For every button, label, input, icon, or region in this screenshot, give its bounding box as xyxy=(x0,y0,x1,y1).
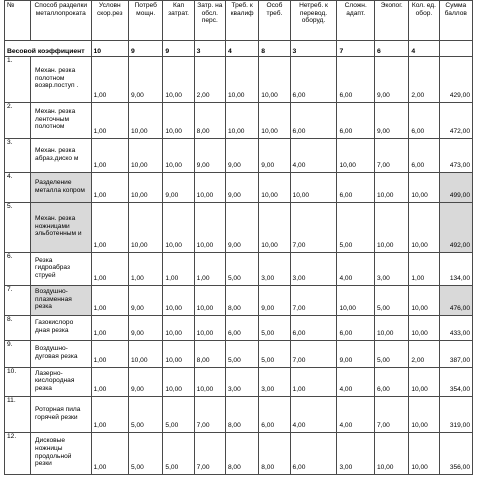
score-cell: 10,00 xyxy=(259,57,290,103)
score-cell: 8,00 xyxy=(259,433,290,475)
score-cell: 5,00 xyxy=(259,316,290,341)
score-cell: 2,00 xyxy=(194,57,225,103)
method-name: Разделение металла копром xyxy=(31,173,91,203)
score-cell: 4,00 xyxy=(337,397,375,433)
table-row xyxy=(5,286,473,316)
weight-value: 6 xyxy=(374,41,408,57)
score-cell: 1,00 xyxy=(91,316,129,341)
score-cell: 9,00 xyxy=(225,173,258,203)
table-row xyxy=(5,433,473,475)
table-row xyxy=(5,173,473,203)
score-cell: 1,00 xyxy=(91,253,129,286)
row-number: 6. xyxy=(5,253,31,286)
score-cell: 3,00 xyxy=(337,433,375,475)
score-cell: 10,00 xyxy=(259,203,290,253)
header-col-6: Особ треб. xyxy=(259,1,290,41)
row-number: 9. xyxy=(5,341,31,368)
header-col-1: Условн скор.рез xyxy=(91,1,129,41)
score-cell: 10,00 xyxy=(194,286,225,316)
score-cell: 10,00 xyxy=(163,341,194,368)
score-cell: 1,00 xyxy=(91,433,129,475)
row-number: 7. xyxy=(5,286,31,316)
score-cell: 1,00 xyxy=(91,139,129,173)
score-cell: 3,00 xyxy=(290,253,337,286)
score-cell: 7,00 xyxy=(290,203,337,253)
sum-cell: 476,00 xyxy=(439,286,472,316)
score-cell: 10,00 xyxy=(194,368,225,397)
score-cell: 10,00 xyxy=(163,57,194,103)
score-cell: 9,00 xyxy=(129,57,163,103)
score-cell: 10,00 xyxy=(163,316,194,341)
score-cell: 1,00 xyxy=(91,103,129,139)
score-cell: 7,00 xyxy=(374,139,408,173)
row-number: 12. xyxy=(5,433,31,475)
score-cell: 10,00 xyxy=(259,103,290,139)
score-cell: 1,00 xyxy=(91,397,129,433)
score-cell: 10,00 xyxy=(163,368,194,397)
method-name: Лазерно-кислородная резка xyxy=(31,368,91,397)
score-cell: 10,00 xyxy=(129,173,163,203)
score-cell: 3,00 xyxy=(225,368,258,397)
sum-cell: 354,00 xyxy=(439,368,472,397)
score-cell: 10,00 xyxy=(374,173,408,203)
weight-row xyxy=(5,41,473,57)
score-cell: 10,00 xyxy=(194,203,225,253)
score-cell: 5,00 xyxy=(374,341,408,368)
score-cell: 1,00 xyxy=(194,253,225,286)
score-cell: 5,00 xyxy=(259,341,290,368)
score-cell: 6,00 xyxy=(290,433,337,475)
table-row xyxy=(5,203,473,253)
table-row xyxy=(5,368,473,397)
score-cell: 7,00 xyxy=(374,397,408,433)
score-cell: 5,00 xyxy=(129,397,163,433)
table-row xyxy=(5,341,473,368)
row-number: 5. xyxy=(5,203,31,253)
header-col-10: Кол. ед. обор. xyxy=(409,1,439,41)
score-cell: 10,00 xyxy=(194,173,225,203)
score-cell: 10,00 xyxy=(129,139,163,173)
score-cell: 10,00 xyxy=(290,173,337,203)
score-cell: 6,00 xyxy=(337,173,375,203)
method-name: Механ. резка полотном возвр.поступ . xyxy=(31,57,91,103)
header-col-4: Затр. на обсл. перс. xyxy=(194,1,225,41)
header-col-9: Экопог. xyxy=(374,1,408,41)
table-row xyxy=(5,253,473,286)
header-col-8: Сложн. адапт. xyxy=(337,1,375,41)
score-cell: 8,00 xyxy=(194,103,225,139)
score-cell: 7,00 xyxy=(290,286,337,316)
weight-value: 7 xyxy=(337,41,375,57)
weight-sum-empty xyxy=(439,41,472,57)
method-name: Резка гидроабраз струей xyxy=(31,253,91,286)
sum-cell: 433,00 xyxy=(439,316,472,341)
table-row xyxy=(5,139,473,173)
method-name: Механ. резка абраз.диско м xyxy=(31,139,91,173)
score-cell: 10,00 xyxy=(409,397,439,433)
sum-cell: 319,00 xyxy=(439,397,472,433)
row-number: 4. xyxy=(5,173,31,203)
method-name: Дисковые ножницы продольной резки xyxy=(31,433,91,475)
score-cell: 9,00 xyxy=(259,139,290,173)
header-col-2: Потреб мощн. xyxy=(129,1,163,41)
sum-cell: 387,00 xyxy=(439,341,472,368)
row-number: 8. xyxy=(5,316,31,341)
score-cell: 10,00 xyxy=(225,57,258,103)
row-number: 11. xyxy=(5,397,31,433)
score-cell: 2,00 xyxy=(409,57,439,103)
score-cell: 6,00 xyxy=(225,316,258,341)
score-cell: 10,00 xyxy=(129,341,163,368)
sum-cell: 472,00 xyxy=(439,103,472,139)
score-cell: 7,00 xyxy=(194,433,225,475)
header-method: Способ разделки металлопроката xyxy=(31,1,91,41)
score-cell: 4,00 xyxy=(337,368,375,397)
score-cell: 3,00 xyxy=(259,368,290,397)
score-cell: 10,00 xyxy=(337,286,375,316)
evaluation-table xyxy=(4,0,473,475)
header-num: № xyxy=(5,1,31,41)
score-cell: 10,00 xyxy=(409,368,439,397)
score-cell: 9,00 xyxy=(337,341,375,368)
score-cell: 10,00 xyxy=(194,316,225,341)
score-cell: 10,00 xyxy=(409,316,439,341)
score-cell: 9,00 xyxy=(129,286,163,316)
score-cell: 10,00 xyxy=(225,103,258,139)
score-cell: 1,00 xyxy=(91,341,129,368)
score-cell: 9,00 xyxy=(194,139,225,173)
weight-value: 8 xyxy=(259,41,290,57)
score-cell: 6,00 xyxy=(409,103,439,139)
weight-value: 3 xyxy=(194,41,225,57)
method-name: Газокислоро дная резка xyxy=(31,316,91,341)
table-row xyxy=(5,316,473,341)
score-cell: 4,00 xyxy=(290,139,337,173)
table-row xyxy=(5,397,473,433)
score-cell: 8,00 xyxy=(225,397,258,433)
score-cell: 5,00 xyxy=(225,341,258,368)
sum-cell: 134,00 xyxy=(439,253,472,286)
score-cell: 9,00 xyxy=(225,139,258,173)
table-row xyxy=(5,57,473,103)
score-cell: 5,00 xyxy=(225,253,258,286)
table-row xyxy=(5,103,473,139)
score-cell: 10,00 xyxy=(163,103,194,139)
score-cell: 10,00 xyxy=(409,203,439,253)
score-cell: 3,00 xyxy=(259,253,290,286)
method-name: Воздушно-дуговая резка xyxy=(31,341,91,368)
method-name: Механ. резка ленточным полотном xyxy=(31,103,91,139)
score-cell: 9,00 xyxy=(225,203,258,253)
score-cell: 6,00 xyxy=(337,103,375,139)
weight-value: 4 xyxy=(409,41,439,57)
score-cell: 6,00 xyxy=(337,57,375,103)
header-row xyxy=(5,1,473,41)
score-cell: 10,00 xyxy=(409,173,439,203)
score-cell: 8,00 xyxy=(225,286,258,316)
weight-value: 4 xyxy=(225,41,258,57)
score-cell: 10,00 xyxy=(259,173,290,203)
score-cell: 10,00 xyxy=(163,286,194,316)
score-cell: 1,00 xyxy=(91,173,129,203)
score-cell: 1,00 xyxy=(91,368,129,397)
score-cell: 1,00 xyxy=(129,253,163,286)
score-cell: 10,00 xyxy=(129,203,163,253)
sum-cell: 356,00 xyxy=(439,433,472,475)
header-col-5: Треб. к квалиф xyxy=(225,1,258,41)
score-cell: 1,00 xyxy=(163,253,194,286)
evaluation-table-sheet xyxy=(4,0,473,500)
score-cell: 10,00 xyxy=(409,286,439,316)
score-cell: 8,00 xyxy=(225,433,258,475)
row-number: 2. xyxy=(5,103,31,139)
score-cell: 10,00 xyxy=(163,139,194,173)
score-cell: 5,00 xyxy=(129,433,163,475)
method-name: Механ. резка ножницами эльботенным и xyxy=(31,203,91,253)
score-cell: 1,00 xyxy=(91,203,129,253)
header-sum: Сумма баллов xyxy=(439,1,472,41)
score-cell: 1,00 xyxy=(91,57,129,103)
score-cell: 7,00 xyxy=(290,341,337,368)
weight-value: 10 xyxy=(91,41,129,57)
header-col-3: Кап затрат. xyxy=(163,1,194,41)
score-cell: 10,00 xyxy=(409,433,439,475)
score-cell: 6,00 xyxy=(290,316,337,341)
method-name: Воздушно-плазменная резка xyxy=(31,286,91,316)
sum-cell: 473,00 xyxy=(439,139,472,173)
row-number: 1. xyxy=(5,57,31,103)
score-cell: 7,00 xyxy=(194,397,225,433)
sum-cell: 499,00 xyxy=(439,173,472,203)
score-cell: 10,00 xyxy=(129,103,163,139)
score-cell: 10,00 xyxy=(374,203,408,253)
score-cell: 6,00 xyxy=(374,368,408,397)
score-cell: 9,00 xyxy=(129,316,163,341)
score-cell: 3,00 xyxy=(374,253,408,286)
weight-value: 3 xyxy=(290,41,337,57)
score-cell: 6,00 xyxy=(290,103,337,139)
score-cell: 8,00 xyxy=(194,341,225,368)
score-cell: 5,00 xyxy=(163,433,194,475)
score-cell: 10,00 xyxy=(374,433,408,475)
score-cell: 6,00 xyxy=(290,57,337,103)
score-cell: 6,00 xyxy=(337,316,375,341)
score-cell: 1,00 xyxy=(91,286,129,316)
score-cell: 9,00 xyxy=(374,103,408,139)
score-cell: 1,00 xyxy=(409,253,439,286)
method-name: Роторная пила горячей резки xyxy=(31,397,91,433)
sum-cell: 429,00 xyxy=(439,57,472,103)
score-cell: 5,00 xyxy=(374,286,408,316)
weight-value: 9 xyxy=(163,41,194,57)
score-cell: 4,00 xyxy=(290,397,337,433)
score-cell: 10,00 xyxy=(337,139,375,173)
score-cell: 2,00 xyxy=(409,341,439,368)
sum-cell: 492,00 xyxy=(439,203,472,253)
score-cell: 5,00 xyxy=(337,203,375,253)
score-cell: 10,00 xyxy=(163,203,194,253)
score-cell: 9,00 xyxy=(129,368,163,397)
weight-value: 9 xyxy=(129,41,163,57)
score-cell: 9,00 xyxy=(163,173,194,203)
score-cell: 10,00 xyxy=(374,316,408,341)
row-number: 10. xyxy=(5,368,31,397)
score-cell: 9,00 xyxy=(374,57,408,103)
header-col-7: Нетреб. к перевод. оборуд. xyxy=(290,1,337,41)
score-cell: 9,00 xyxy=(259,286,290,316)
score-cell: 4,00 xyxy=(337,253,375,286)
score-cell: 5,00 xyxy=(163,397,194,433)
score-cell: 6,00 xyxy=(259,397,290,433)
score-cell: 6,00 xyxy=(409,139,439,173)
score-cell: 1,00 xyxy=(290,368,337,397)
row-number: 3. xyxy=(5,139,31,173)
weight-label: Весовой коэффициент xyxy=(5,41,92,57)
